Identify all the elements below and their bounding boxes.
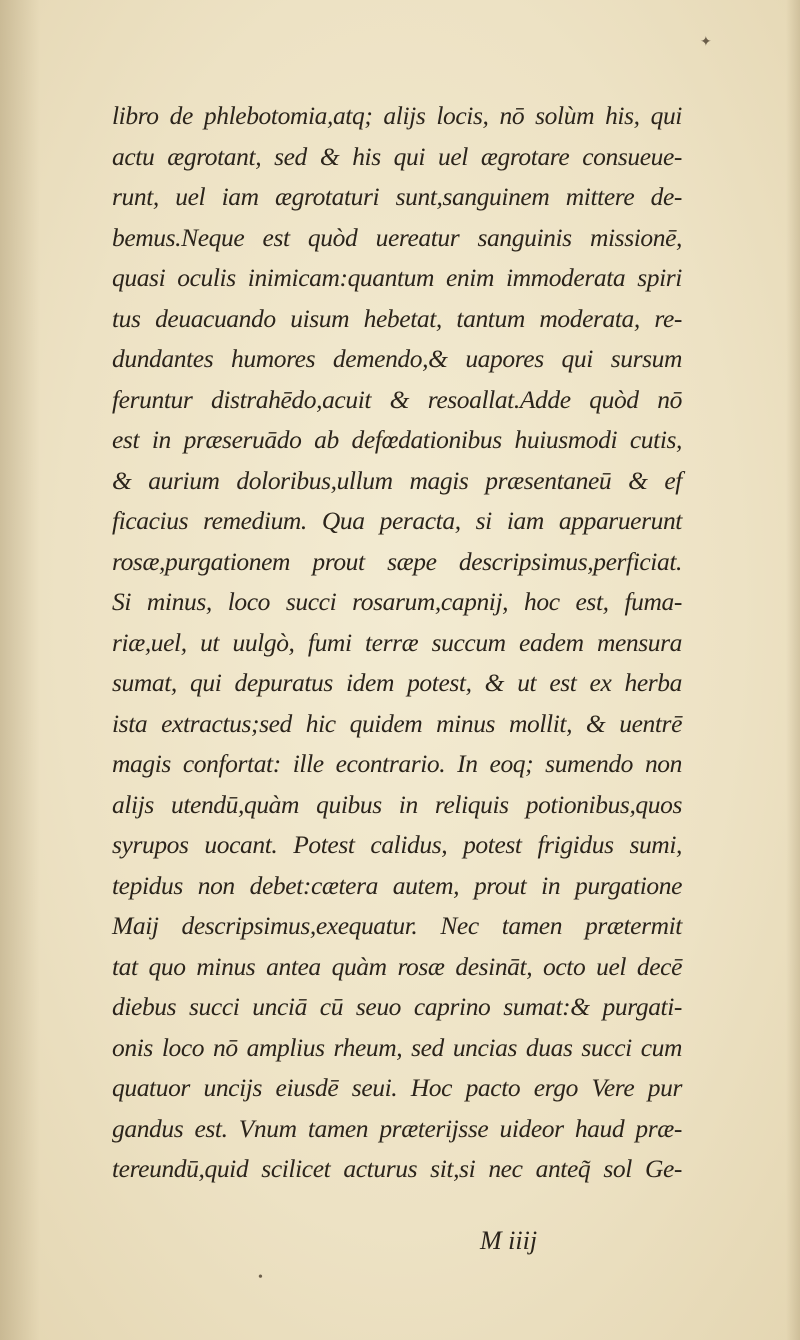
text-line: tepidus non debet:cætera autem, prout in purgatione	[112, 870, 682, 900]
text-line: alijs utendū,quàm quibus in reliquis potionibus,quos	[112, 789, 682, 819]
text-line: est in præseruādo ab defœdationibus huiusmodi cutis,	[112, 425, 682, 454]
text-line: runt, uel iam ægrotaturi sunt,sanguinem mittere de-	[112, 182, 682, 211]
text-line: tus deuacuando uisum hebetat, tantum moderata, re-	[112, 303, 682, 333]
text-line: dundantes humores demendo,& uapores qui sursum	[112, 344, 682, 373]
text-line: libro de phlebotomia,atq; alijs locis, nō solùm his, qui	[112, 101, 682, 130]
text-line: onis loco nō amplius rheum, sed uncias duas succi cum	[112, 1032, 682, 1062]
text-line: tereundū,quid scilicet acturus sit,si nec anteq̃ sol Ge-	[112, 1154, 682, 1183]
text-line: & aurium doloribus,ullum magis præsentaneū & ef	[112, 465, 682, 495]
text-line: diebus succi unciā cū seuo caprino sumat:& purgati-	[112, 992, 682, 1021]
text-line: ista extractus;sed hic quidem minus mollit, & uentrē	[112, 708, 682, 738]
ink-mark: ✦	[700, 35, 712, 50]
gutter-shadow	[0, 0, 40, 1340]
text-line: actu ægrotant, sed & his qui uel ægrotare consueue-	[112, 141, 682, 171]
text-line: magis confortat: ille econtrario. In eoq; sumendo non	[112, 749, 682, 778]
signature-mark: M iiij	[480, 1226, 538, 1255]
text-line: quatuor uncijs eiusdē seui. Hoc pacto ergo Vere pur	[112, 1073, 682, 1102]
text-line: Maij descripsimus,exequatur. Nec tamen prætermit	[112, 911, 682, 940]
text-line: sumat, qui depuratus idem potest, & ut est ex herba	[112, 668, 682, 697]
text-line: riæ,uel, ut uulgò, fumi terræ succum eadem mensura	[112, 627, 682, 657]
text-line: quasi oculis inimicam:quantum enim immoderata spiri	[112, 263, 682, 292]
text-line: ficacius remedium. Qua peracta, si iam apparuerunt	[112, 506, 682, 535]
body-text	[112, 96, 682, 1190]
text-line: gandus est. Vnum tamen præterijsse uideor haud præ-	[112, 1113, 682, 1143]
text-line: feruntur distrahēdo,acuit & resoallat.Adde quòd nō	[112, 384, 682, 414]
text-line: Si minus, loco succi rosarum,capnij, hoc est, fuma-	[112, 587, 682, 616]
text-line: rosæ,purgationem prout sæpe descripsimus,perficiat.	[112, 546, 682, 576]
ink-mark: •	[258, 1270, 263, 1285]
text-line: syrupos uocant. Potest calidus, potest frigidus sumi,	[112, 830, 682, 859]
page-edge-shadow	[786, 0, 800, 1340]
text-line: bemus.Neque est quòd uereatur sanguinis missionē,	[112, 222, 682, 252]
text-line: tat quo minus antea quàm rosæ desināt, octo uel decē	[112, 951, 682, 981]
